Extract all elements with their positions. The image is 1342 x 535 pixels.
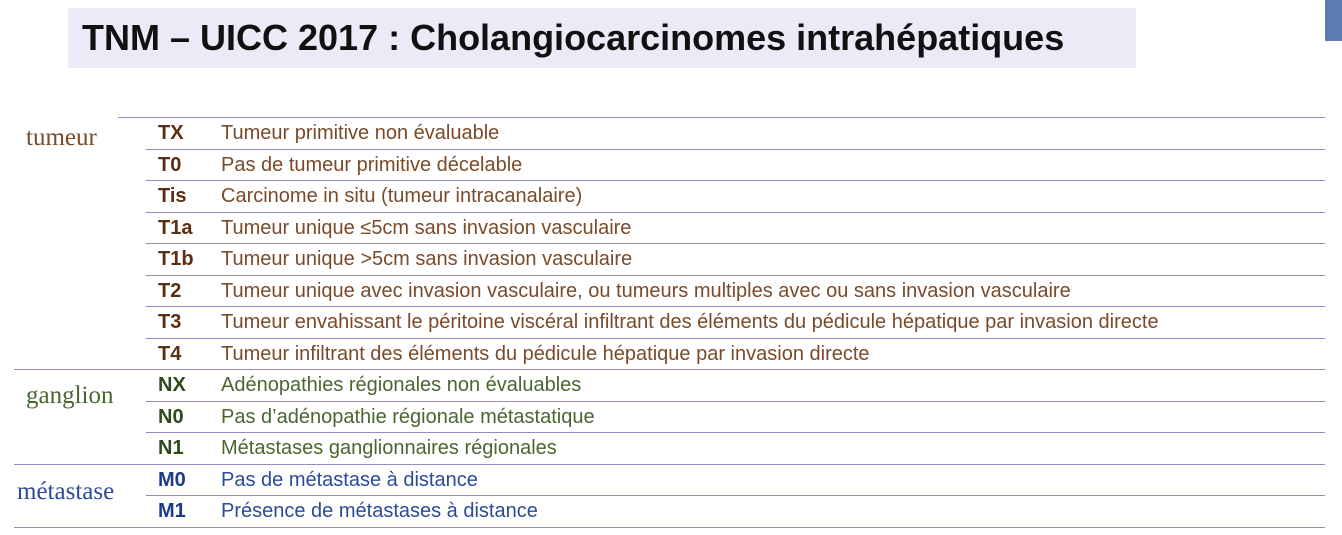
row-description: Tumeur infiltrant des éléments du pédicule hépatique par invasion directe xyxy=(221,343,870,365)
row-code: T4 xyxy=(158,343,182,365)
table-row-n1 xyxy=(0,433,1342,464)
row-description: Pas de métastase à distance xyxy=(221,469,478,491)
table-row-t3 xyxy=(0,307,1342,338)
category-label-metastase: métastase xyxy=(17,478,115,505)
table-row-t2 xyxy=(0,276,1342,307)
table-row-m0 xyxy=(0,465,1342,496)
table-row-t1b xyxy=(0,244,1342,275)
table-row-n0 xyxy=(0,402,1342,433)
row-description: Adénopathies régionales non évaluables xyxy=(221,374,582,396)
row-description: Métastases ganglionnaires régionales xyxy=(221,437,557,459)
category-label-ganglion: ganglion xyxy=(26,382,114,409)
row-code: Tis xyxy=(158,185,187,207)
category-label-tumeur: tumeur xyxy=(26,124,97,151)
corner-accent xyxy=(1325,0,1342,41)
row-description: Tumeur unique avec invasion vasculaire, ou tumeurs multiples avec ou sans invasion vasculaire xyxy=(221,280,1071,302)
table-row-t0 xyxy=(0,150,1342,181)
page-title: TNM – UICC 2017 : Cholangiocarcinomes intrahépatiques xyxy=(82,17,1065,58)
row-description: Pas d’adénopathie régionale métastatique xyxy=(221,406,595,428)
table-row-t4 xyxy=(0,339,1342,370)
row-code: M0 xyxy=(158,469,186,491)
table-row-tx xyxy=(0,118,1342,149)
row-code: TX xyxy=(158,122,184,144)
row-description: Pas de tumeur primitive décelable xyxy=(221,154,523,176)
row-code: T3 xyxy=(158,311,182,333)
table-row-tis xyxy=(0,181,1342,212)
row-code: T1b xyxy=(158,248,194,270)
table-bottom-rule xyxy=(14,527,1325,528)
row-description: Présence de métastases à distance xyxy=(221,500,538,522)
table-row-nx xyxy=(0,370,1342,401)
row-code: T2 xyxy=(158,280,182,302)
row-code: T0 xyxy=(158,154,182,176)
row-description: Tumeur primitive non évaluable xyxy=(221,122,500,144)
row-code: T1a xyxy=(158,217,193,239)
row-code: M1 xyxy=(158,500,186,522)
row-description: Tumeur unique >5cm sans invasion vasculaire xyxy=(221,248,633,270)
row-description: Tumeur envahissant le péritoine viscéral infiltrant des éléments du pédicule hépatique par invasion directe xyxy=(221,311,1159,333)
row-description: Carcinome in situ (tumeur intracanalaire) xyxy=(221,185,583,207)
row-code: N0 xyxy=(158,406,184,428)
table-row-m1 xyxy=(0,496,1342,527)
row-description: Tumeur unique ≤5cm sans invasion vasculaire xyxy=(221,217,632,239)
row-code: NX xyxy=(158,374,186,396)
row-code: N1 xyxy=(158,437,184,459)
table-row-t1a xyxy=(0,213,1342,244)
